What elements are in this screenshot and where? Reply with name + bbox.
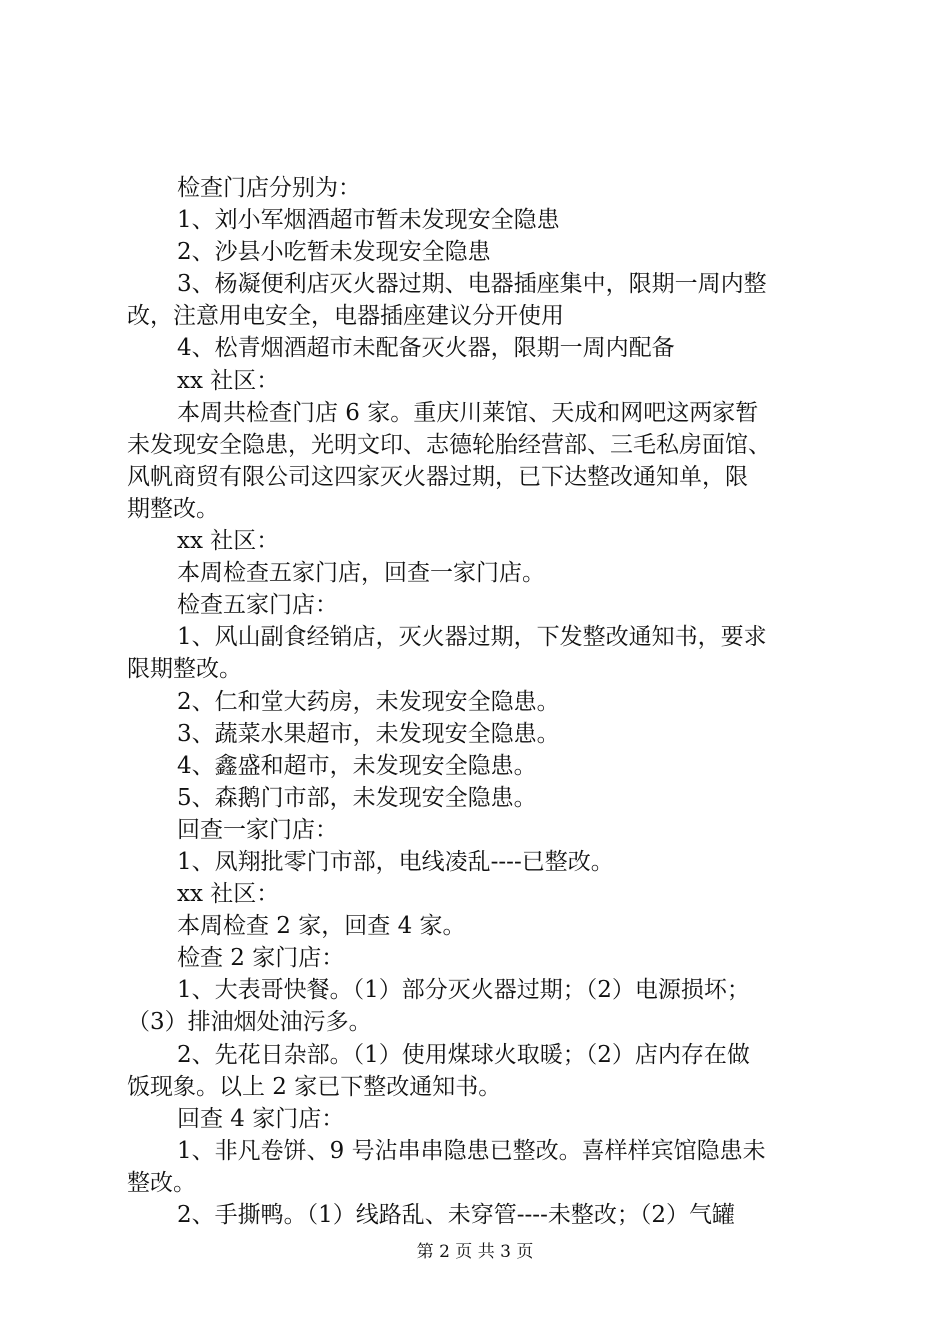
text-line: 本周检查五家门店，回查一家门店。 <box>177 560 545 587</box>
text-line: 回查 4 家门店： <box>177 1105 345 1132</box>
text-line: 2、手撕鸭。（1）线路乱、未穿管----未整改；（2）气罐 <box>177 1202 735 1228</box>
text-line: xx 社区： <box>177 367 280 394</box>
text-line: 2、先花日杂部。（1）使用煤球火取暖；（2）店内存在做 <box>177 1041 750 1068</box>
text-line: 期整改。 <box>127 495 219 522</box>
text-line: 2、仁和堂大药房，未发现安全隐患。 <box>177 688 560 715</box>
text-line: 风帆商贸有限公司这四家灭火器过期，已下达整改通知单，限 <box>127 463 748 490</box>
document-body <box>127 172 837 1231</box>
text-line: xx 社区： <box>177 528 280 555</box>
text-line: 本周检查 2 家，回查 4 家。 <box>177 913 466 940</box>
text-line: 1、非凡卷饼、9 号沾串串隐患已整改。喜样样宾馆隐患未 <box>177 1137 766 1164</box>
text-line: （3）排油烟处油污多。 <box>127 1009 372 1036</box>
page-footer: 第 2 页 共 3 页 <box>416 1242 534 1262</box>
text-line: 1、风山副食经销店，灭火器过期，下发整改通知书，要求 <box>177 624 767 651</box>
text-line: 改，注意用电安全，电器插座建议分开使用 <box>127 303 564 330</box>
text-line: 限期整改。 <box>127 656 242 683</box>
text-line: xx 社区： <box>177 881 280 908</box>
text-line: 检查 2 家门店： <box>177 945 345 972</box>
text-line: 整改。 <box>127 1169 196 1196</box>
text-line: 检查门店分别为： <box>177 175 361 201</box>
text-line: 回查一家门店： <box>177 816 338 843</box>
text-line: 检查五家门店： <box>177 592 338 619</box>
text-line: 2、沙县小吃暂未发现安全隐患 <box>177 239 491 266</box>
text-line: 未发现安全隐患，光明文印、志德轮胎经营部、三毛私房面馆、 <box>127 431 771 458</box>
text-line: 3、蔬菜水果超市，未发现安全隐患。 <box>177 720 560 747</box>
text-line: 1、刘小军烟酒超市暂未发现安全隐患 <box>177 207 560 234</box>
text-line: 1、凤翔批零门市部，电线凌乱----已整改。 <box>177 848 614 875</box>
text-line: 4、松青烟酒超市未配备灭火器，限期一周内配备 <box>177 335 675 362</box>
text-line: 5、森鹅门市部，未发现安全隐患。 <box>177 784 537 811</box>
text-line: 4、鑫盛和超市，未发现安全隐患。 <box>177 752 537 779</box>
text-line: 1、大表哥快餐。（1）部分灭火器过期；（2）电源损坏； <box>177 977 750 1004</box>
text-line: 本周共检查门店 6 家。重庆川莱馆、天成和网吧这两家暂 <box>177 399 759 426</box>
text-line: 3、杨凝便利店灭火器过期、电器插座集中，限期一周内整 <box>177 271 767 298</box>
text-line: 饭现象。以上 2 家已下整改通知书。 <box>127 1073 502 1100</box>
